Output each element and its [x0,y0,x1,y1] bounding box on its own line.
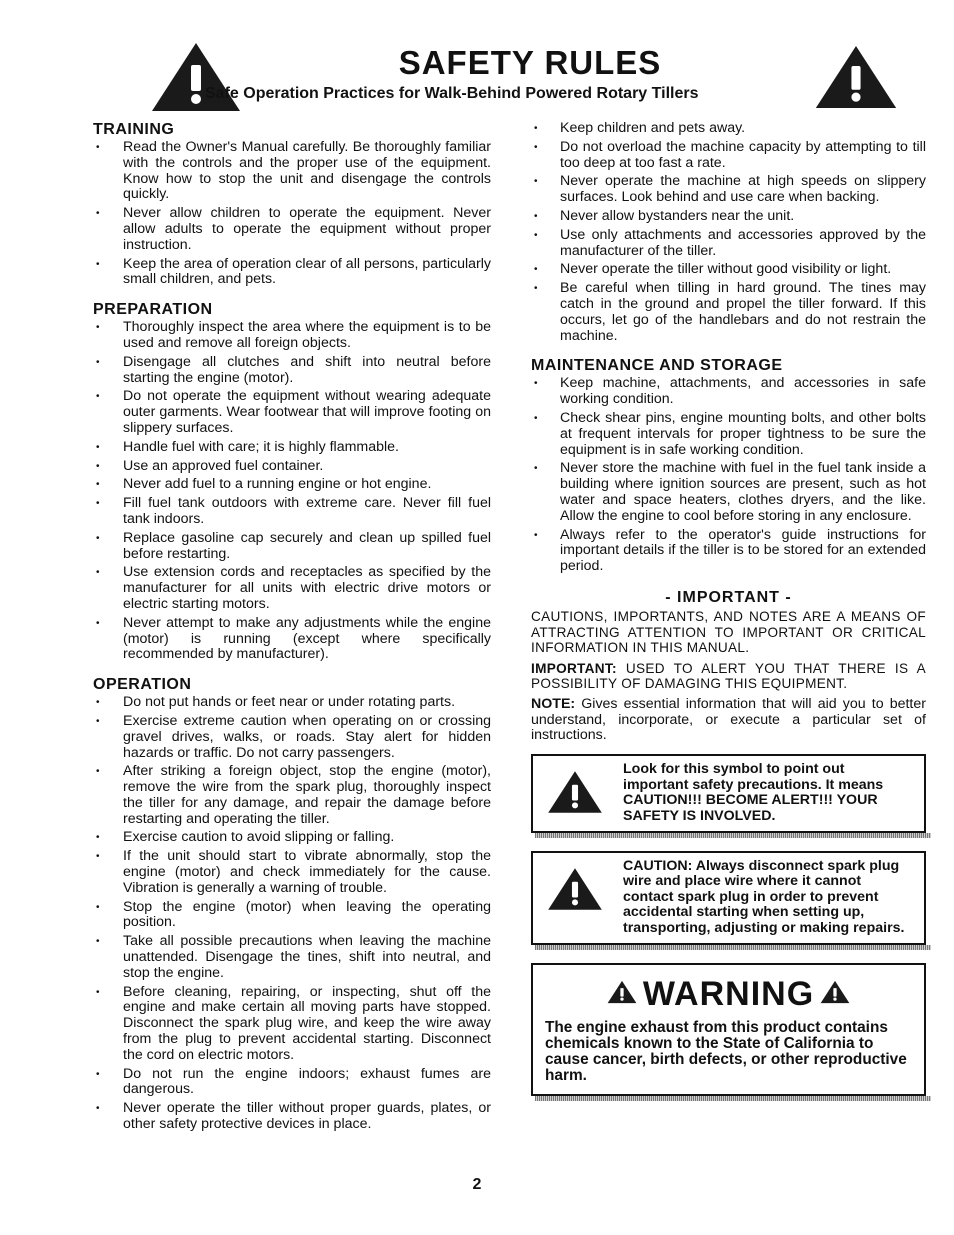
important-label: IMPORTANT: [531,660,617,676]
list-item: • Use extension cords and receptacles as specified by the manufacturer for all units with electric drive motors or electric starting motors. [93,565,491,612]
list-item: • Use an approved fuel container. [93,459,491,475]
list-item: • Fill fuel tank outdoors with extreme care. Never fill fuel tank indoors. [93,496,491,528]
page-header [150,36,910,128]
important-intro: CAUTIONS, IMPORTANTS, AND NOTES ARE A MEANS OF ATTRACTING ATTENTION TO IMPORTANT OR CRITICAL INFORMATION IN THIS MANUAL. [531,608,926,656]
note-text: Gives essential information that will aid you to better understand, incorporate, or execute a particular set of instructions. [531,695,926,744]
list-item: • Exercise extreme caution when operating on or crossing gravel drives, walks, or roads. Stay alert for hidden hazards or traffic. Do not carry passengers. [93,714,491,761]
list-item: • Read the Owner's Manual carefully. Be thoroughly familiar with the controls and the proper use of the equipment. Know how to stop the unit and disengage the controls quickly. [93,140,491,203]
training-list [93,140,491,288]
list-item: • Never allow children to operate the equipment. Never allow adults to operate the equipment without proper instruction. [93,206,491,253]
list-item: • Keep the area of operation clear of all persons, particularly small children, and pets. [93,257,491,289]
safety-alert-icon [814,42,898,112]
operation-continued-list [531,121,926,344]
list-item: • Do not overload the machine capacity by attempting to till too deep at too fast a rate. [531,140,926,172]
list-item: • Before cleaning, repairing, or inspecting, shut off the engine and make certain all moving parts have stopped. Disconnect the spark plug wire, and keep the wire away from the plug to prevent accidental starting. Disconnect the cord on electric motors. [93,985,491,1064]
note-label: NOTE: [531,695,576,712]
list-item: • Keep children and pets away. [531,121,926,137]
list-item: • Check shear pins, engine mounting bolts, and other bolts at frequent intervals for proper tightness to be sure the equipment is in safe working condition. [531,411,926,458]
right-column [531,121,926,1096]
section-title-training: TRAINING [93,121,175,138]
list-item: • Never store the machine with fuel in the fuel tank inside a building where ignition sources are present, such as hot water and space heaters, clothes dryers, and the like. Allow the engine to cool before storing in any enclosure. [531,461,926,524]
list-item: • Handle fuel with care; it is highly flammable. [93,440,491,456]
list-item: • Disengage all clutches and shift into neutral before starting the engine (motor). [93,355,491,387]
list-item: • Never allow bystanders near the unit. [531,209,926,225]
page-title: SAFETY RULES [398,44,662,81]
list-item: • Stop the engine (motor) when leaving the operating position. [93,900,491,932]
caution-box [531,851,926,945]
list-item: • Never add fuel to a running engine or hot engine. [93,477,491,493]
list-item: • Do not put hands or feet near or under rotating parts. [93,695,491,711]
symbol-notice-text: Look for this symbol to point out important safety precautions. It means CAUTION!!! BECOME ALERT!!! YOUR SAFETY IS INVOLVED. [623,761,884,825]
list-item: • Replace gasoline cap securely and clean up spilled fuel before restarting. [93,531,491,563]
safety-alert-icon [607,979,637,1010]
operation-list [93,695,491,1133]
section-title-operation: OPERATION [93,676,192,694]
list-item: • If the unit should start to vibrate abnormally, stop the engine (motor) and check immediately for the cause. Vibration is generally a warning of trouble. [93,849,491,896]
safety-alert-icon [547,859,603,937]
safety-alert-icon [820,979,850,1010]
list-item: • Be careful when tilling in hard ground. The tines may catch in the ground and propel the tiller forward. If this occurs, let go of the handlebars and do not restrain the machine. [531,281,926,344]
important-heading: - IMPORTANT - [665,588,792,606]
warning-title: WARNING [642,974,815,1013]
list-item: • Always refer to the operator's guide instructions for important details if the tiller is to be stored for an extended period. [531,528,926,575]
page-subtitle: Safe Operation Practices for Walk-Behind Powered Rotary Tillers [205,85,699,102]
section-title-maintenance: MAINTENANCE AND STORAGE [531,357,783,375]
list-item: • Never operate the machine at high speeds on slippery surfaces. Look behind and use care when backing. [531,174,926,206]
list-item: • Do not run the engine indoors; exhaust fumes are dangerous. [93,1067,491,1099]
important-text: USED TO ALERT YOU THAT THERE IS A POSSIBILITY OF DAMAGING THIS EQUIPMENT. [531,660,926,692]
list-item: • Take all possible precautions when leaving the machine unattended. Disengage the tines, shift into neutral, and stop the engine. [93,934,491,981]
safety-alert-icon [547,762,603,824]
list-item: • Keep machine, attachments, and accessories in safe working condition. [531,376,926,408]
warning-box [531,963,926,1096]
warning-text: The engine exhaust from this product contains chemicals known to the State of California to cause cancer, birth defects, or other reproductive harm. [545,1018,907,1084]
list-item: • Exercise caution to avoid slipping or falling. [93,830,491,846]
list-item: • Never operate the tiller without good visibility or light. [531,262,926,278]
warning-header [545,975,912,1014]
section-title-preparation: PREPARATION [93,301,213,319]
list-item: • Thoroughly inspect the area where the equipment is to be used and remove all foreign objects. [93,320,491,352]
page-number: 2 [472,1176,482,1193]
left-column [93,121,491,1136]
list-item: • Use only attachments and accessories approved by the manufacturer of the tiller. [531,228,926,260]
maintenance-list [531,376,926,575]
symbol-notice-box [531,754,926,832]
preparation-list [93,320,491,663]
note-definition [531,697,926,744]
list-item: • Do not operate the equipment without wearing adequate outer garments. Wear footwear that will improve footing on slippery surfaces. [93,389,491,436]
list-item: • Never attempt to make any adjustments while the engine (motor) is running (except where specifically recommended by manufacturer). [93,616,491,663]
list-item: • After striking a foreign object, stop the engine (motor), remove the wire from the spark plug, thoroughly inspect the tiller for any damage, and repair the damage before restarting and operating the tiller. [93,764,491,827]
list-item: • Never operate the tiller without proper guards, plates, or other safety protective devices in place. [93,1101,491,1133]
caution-text: CAUTION: Always disconnect spark plug wire and place wire where it cannot contact spark plug in order to prevent accidental starting when setting up, transporting, adjusting or making repairs. [623,857,905,937]
important-definition [531,661,926,692]
